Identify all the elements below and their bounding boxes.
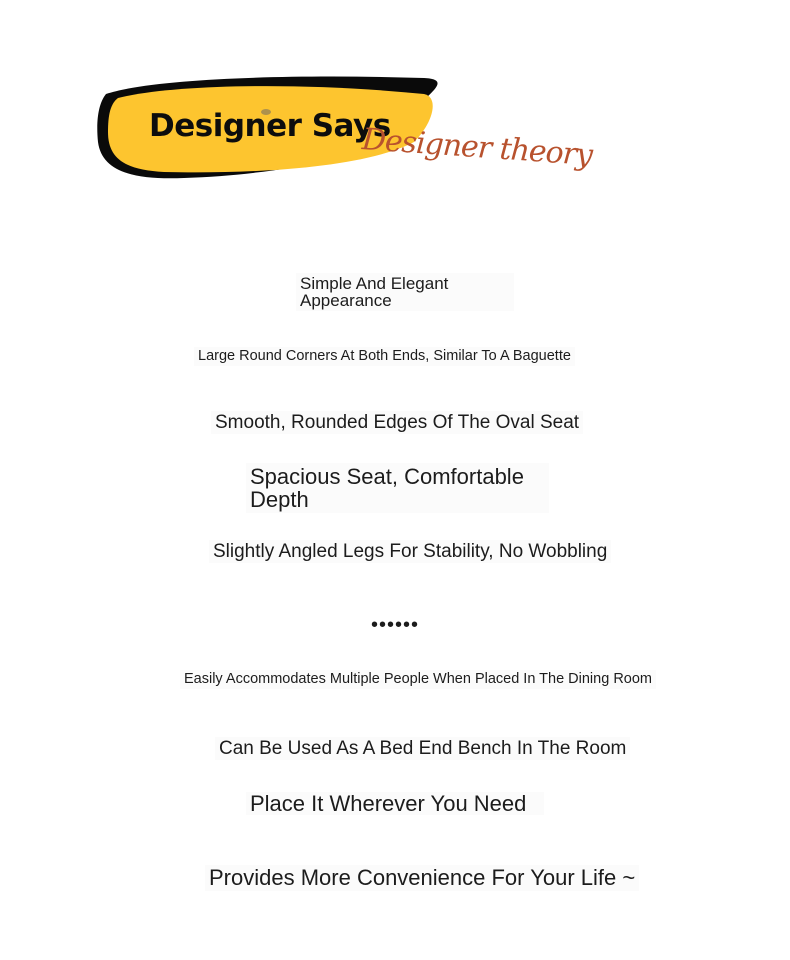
feature-line-spacious-seat: Spacious Seat, Comfortable Depth [246,463,549,513]
banner-title: Designer Says [149,108,391,144]
feature-line-round-corners: Large Round Corners At Both Ends, Similar To A Baguette [194,347,575,366]
designer-says-banner [94,72,594,187]
feature-line-oval-seat: Smooth, Rounded Edges Of The Oval Seat [211,411,583,434]
feature-line-dining-room: Easily Accommodates Multiple People When Placed In The Dining Room [180,670,656,689]
feature-line-appearance: Simple And Elegant Appearance [296,273,514,311]
feature-line-place-anywhere: Place It Wherever You Need [246,792,544,815]
feature-line-angled-legs: Slightly Angled Legs For Stability, No Wobbling [209,540,611,563]
dot-separator: •••••• [371,614,420,636]
banner-script-text: Designer theory [360,122,594,174]
feature-line-convenience: Provides More Convenience For Your Life ~ [205,865,639,891]
feature-line-bed-end-bench: Can Be Used As A Bed End Bench In The Room [215,737,630,760]
